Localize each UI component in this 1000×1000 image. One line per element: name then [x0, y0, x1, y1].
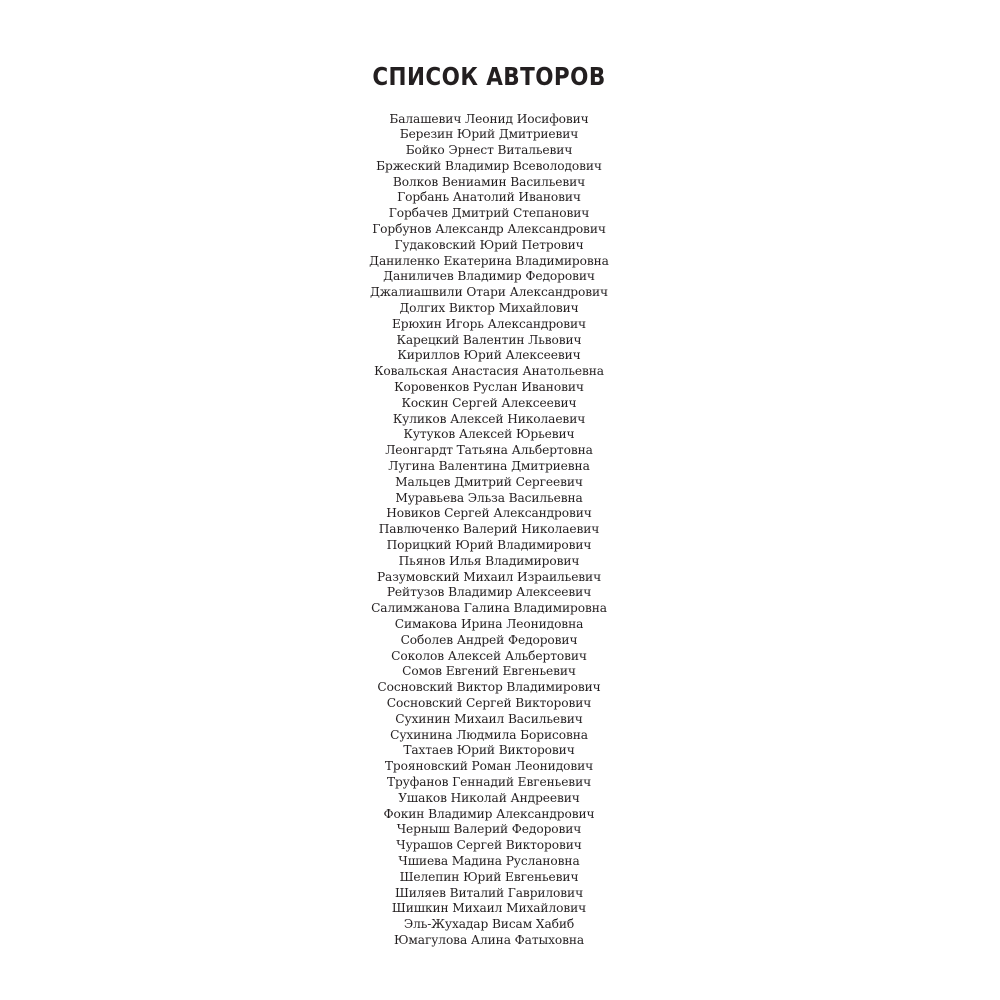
- author-list-item: Юмагулова Алина Фатыховна: [393, 932, 585, 947]
- author-list-item: Шелепин Юрий Евгеньевич: [399, 869, 579, 884]
- author-list-item: Соболев Андрей Федорович: [400, 632, 578, 647]
- author-list-item: Разумовский Михаил Израильевич: [376, 569, 602, 584]
- author-list-item: Бржеский Владимир Всеволодович: [376, 158, 602, 173]
- author-list-item: Чшиева Мадина Руслановна: [398, 853, 580, 868]
- page-title: СПИСОК АВТОРОВ: [372, 62, 606, 91]
- author-list-item: Ковальская Анастасия Анатольевна: [374, 364, 604, 379]
- author-list-item: Сомов Евгений Евгеньевич: [402, 664, 576, 679]
- author-list-item: Березин Юрий Дмитриевич: [399, 127, 579, 142]
- author-list-item: Сухинин Михаил Васильевич: [395, 711, 583, 726]
- author-list-item: Сухинина Людмила Борисовна: [390, 727, 588, 742]
- author-list-item: Даниличев Владимир Федорович: [383, 269, 595, 284]
- author-list-item: Горбунов Александр Александрович: [372, 222, 606, 237]
- author-list-item: Порицкий Юрий Владимирович: [386, 538, 592, 553]
- author-list-item: Труфанов Геннадий Евгеньевич: [386, 774, 592, 789]
- author-list-item: Джалиашвили Отари Александрович: [370, 285, 608, 300]
- author-list-item: Тахтаев Юрий Викторович: [403, 743, 575, 758]
- author-list-item: Балашевич Леонид Иосифович: [389, 111, 589, 126]
- author-list-item: Кириллов Юрий Алексеевич: [397, 348, 581, 363]
- author-list-item: Горбачев Дмитрий Степанович: [388, 206, 590, 221]
- author-list-item: Гудаковский Юрий Петрович: [394, 237, 584, 252]
- author-list-item: Салимжанова Галина Владимировна: [371, 601, 607, 616]
- author-list: [0, 112, 978, 949]
- author-list-item: Бойко Эрнест Витальевич: [405, 143, 573, 158]
- author-list-item: Симакова Ирина Леонидовна: [394, 617, 584, 631]
- author-list-item: Шиляев Виталий Гаврилович: [394, 885, 584, 900]
- author-list-item: Сосновский Сергей Викторович: [386, 695, 592, 710]
- author-list-item: Ушаков Николай Андреевич: [398, 790, 580, 805]
- author-list-item: Чурашов Сергей Викторович: [396, 838, 582, 853]
- author-list-item: Мальцев Дмитрий Сергеевич: [395, 474, 583, 489]
- author-list-item: Ерюхин Игорь Александрович: [391, 316, 587, 331]
- author-list-item: Шишкин Михаил Михайлович: [391, 901, 587, 916]
- author-list-item: Сосновский Виктор Владимирович: [377, 680, 601, 695]
- author-list-item: Даниленко Екатерина Владимировна: [369, 253, 609, 268]
- author-list-item: Куликов Алексей Николаевич: [392, 411, 586, 426]
- author-list-item: Леонгардт Татьяна Альбертовна: [385, 443, 593, 458]
- author-list-item: Павлюченко Валерий Николаевич: [378, 522, 600, 537]
- author-list-item: Волков Вениамин Васильевич: [392, 174, 586, 189]
- author-list-item: Новиков Сергей Александрович: [386, 506, 592, 521]
- author-list-item: Пьянов Илья Владимирович: [398, 553, 580, 568]
- author-list-item: Кутуков Алексей Юрьевич: [403, 427, 575, 442]
- author-list-item: Рейтузов Владимир Алексеевич: [386, 585, 592, 600]
- author-list-item: Долгих Виктор Михайлович: [399, 301, 579, 316]
- author-list-item: Горбань Анатолий Иванович: [397, 190, 581, 205]
- author-list-item: Трояновский Роман Леонидович: [384, 759, 594, 774]
- author-list-item: Муравьева Эльза Васильевна: [395, 490, 583, 505]
- author-list-item: Лугина Валентина Дмитриевна: [388, 459, 590, 474]
- author-list-item: Эль-Жухадар Висам Хабиб: [403, 917, 575, 932]
- author-list-item: Соколов Алексей Альбертович: [391, 648, 587, 663]
- author-list-item: Коровенков Руслан Иванович: [394, 380, 584, 395]
- author-list-item: Карецкий Валентин Львович: [396, 332, 582, 347]
- author-list-item: Фокин Владимир Александрович: [383, 806, 595, 821]
- author-list-item: Коскин Сергей Алексеевич: [401, 395, 577, 410]
- author-list-item: Черныш Валерий Федорович: [396, 822, 582, 837]
